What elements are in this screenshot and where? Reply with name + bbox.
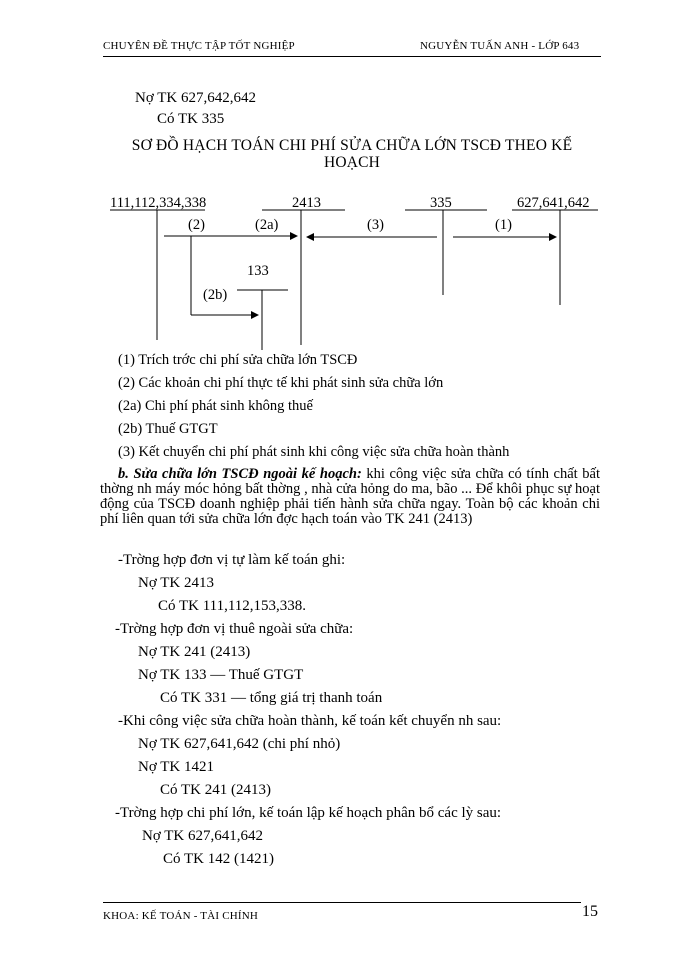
case-2-title: -Trờng hợp đơn vị thuê ngoài sửa chữa: <box>115 621 354 637</box>
case-1-credit: Có TK 111,112,153,338. <box>158 598 307 614</box>
account-111-112-334-338: 111,112,334,338 <box>110 195 207 211</box>
case-3-debit-1: Nợ TK 627,641,642 (chi phí nhỏ) <box>138 736 341 752</box>
header-left: CHUYÊN ĐỀ THỰC TẬP TỐT NGHIỆP <box>103 40 295 52</box>
case-3-title: -Khi công việc sửa chữa hoàn thành, kế toán kết chuyển nh sau: <box>118 713 502 729</box>
legend-item-1: (1) Trích trớc chi phí sửa chữa lớn TSCĐ <box>118 352 358 368</box>
case-3-credit: Có TK 241 (2413) <box>160 782 271 798</box>
section-b-text: khi công việc sửa chữa có tính chất bất thờng nh máy móc hỏng bất thờng , nhà cửa hỏng do ma, bão ... Để khôi phục sự hoạt động của TSCĐ doanh nghiệp phải tiến hành sửa chữa ngay. Toàn bộ các khoản chi phí liên quan tới sửa chữa lớn đợc hạch toán vào TK 241 (2413) <box>100 466 600 527</box>
account-627-641-642: 627,641,642 <box>517 195 590 211</box>
case-1-debit: Nợ TK 2413 <box>138 575 214 591</box>
legend-item-2: (2) Các khoản chi phí thực tế khi phát sinh sửa chữa lớn <box>118 375 444 391</box>
header-right: NGUYỄN TUẤN ANH - LỚP 643 <box>420 40 580 52</box>
flow-label-2a: (2a) <box>255 217 279 233</box>
case-3-debit-2: Nợ TK 1421 <box>138 759 214 775</box>
flow-label-2b: (2b) <box>203 287 228 303</box>
case-4-debit: Nợ TK 627,641,642 <box>142 828 263 844</box>
flow-label-2: (2) <box>188 217 205 233</box>
case-4-title: -Trờng hợp chi phí lớn, kế toán lập kế hoạch phân bổ các lỳ sau: <box>115 805 502 821</box>
entry-debit-line: Nợ TK 627,642,642 <box>135 90 256 106</box>
section-b-heading: b. Sửa chữa lớn TSCĐ ngoài kế hoạch: <box>118 466 362 482</box>
case-2-debit-2: Nợ TK 133 — Thuế GTGT <box>138 667 304 683</box>
case-4-credit: Có TK 142 (1421) <box>163 851 274 867</box>
case-1-title: -Trờng hợp đơn vị tự làm kế toán ghi: <box>118 552 346 568</box>
page-number: 15 <box>582 903 598 920</box>
entry-credit-line: Có TK 335 <box>157 111 225 127</box>
footer-left: KHOA: KẾ TOÁN - TÀI CHÍNH <box>103 910 259 922</box>
account-335: 335 <box>430 195 452 211</box>
flow-label-3: (3) <box>367 217 384 233</box>
footer-rule <box>103 902 581 903</box>
legend-item-2b: (2b) Thuế GTGT <box>118 421 218 437</box>
legend-item-3: (3) Kết chuyển chi phí phát sinh khi công việc sửa chữa hoàn thành <box>118 444 510 460</box>
diagram-title: SƠ ĐỒ HẠCH TOÁN CHI PHÍ SỬA CHỮA LỚN TSCĐ THEO KẾ HOẠCH <box>131 137 573 171</box>
account-133: 133 <box>247 263 269 279</box>
account-2413: 2413 <box>292 195 321 211</box>
case-2-debit-1: Nợ TK 241 (2413) <box>138 644 251 660</box>
case-2-credit: Có TK 331 — tổng giá trị thanh toán <box>160 690 383 706</box>
section-b-paragraph <box>100 467 600 527</box>
flow-label-1: (1) <box>495 217 512 233</box>
legend-item-2a: (2a) Chi phí phát sinh không thuế <box>118 398 313 414</box>
